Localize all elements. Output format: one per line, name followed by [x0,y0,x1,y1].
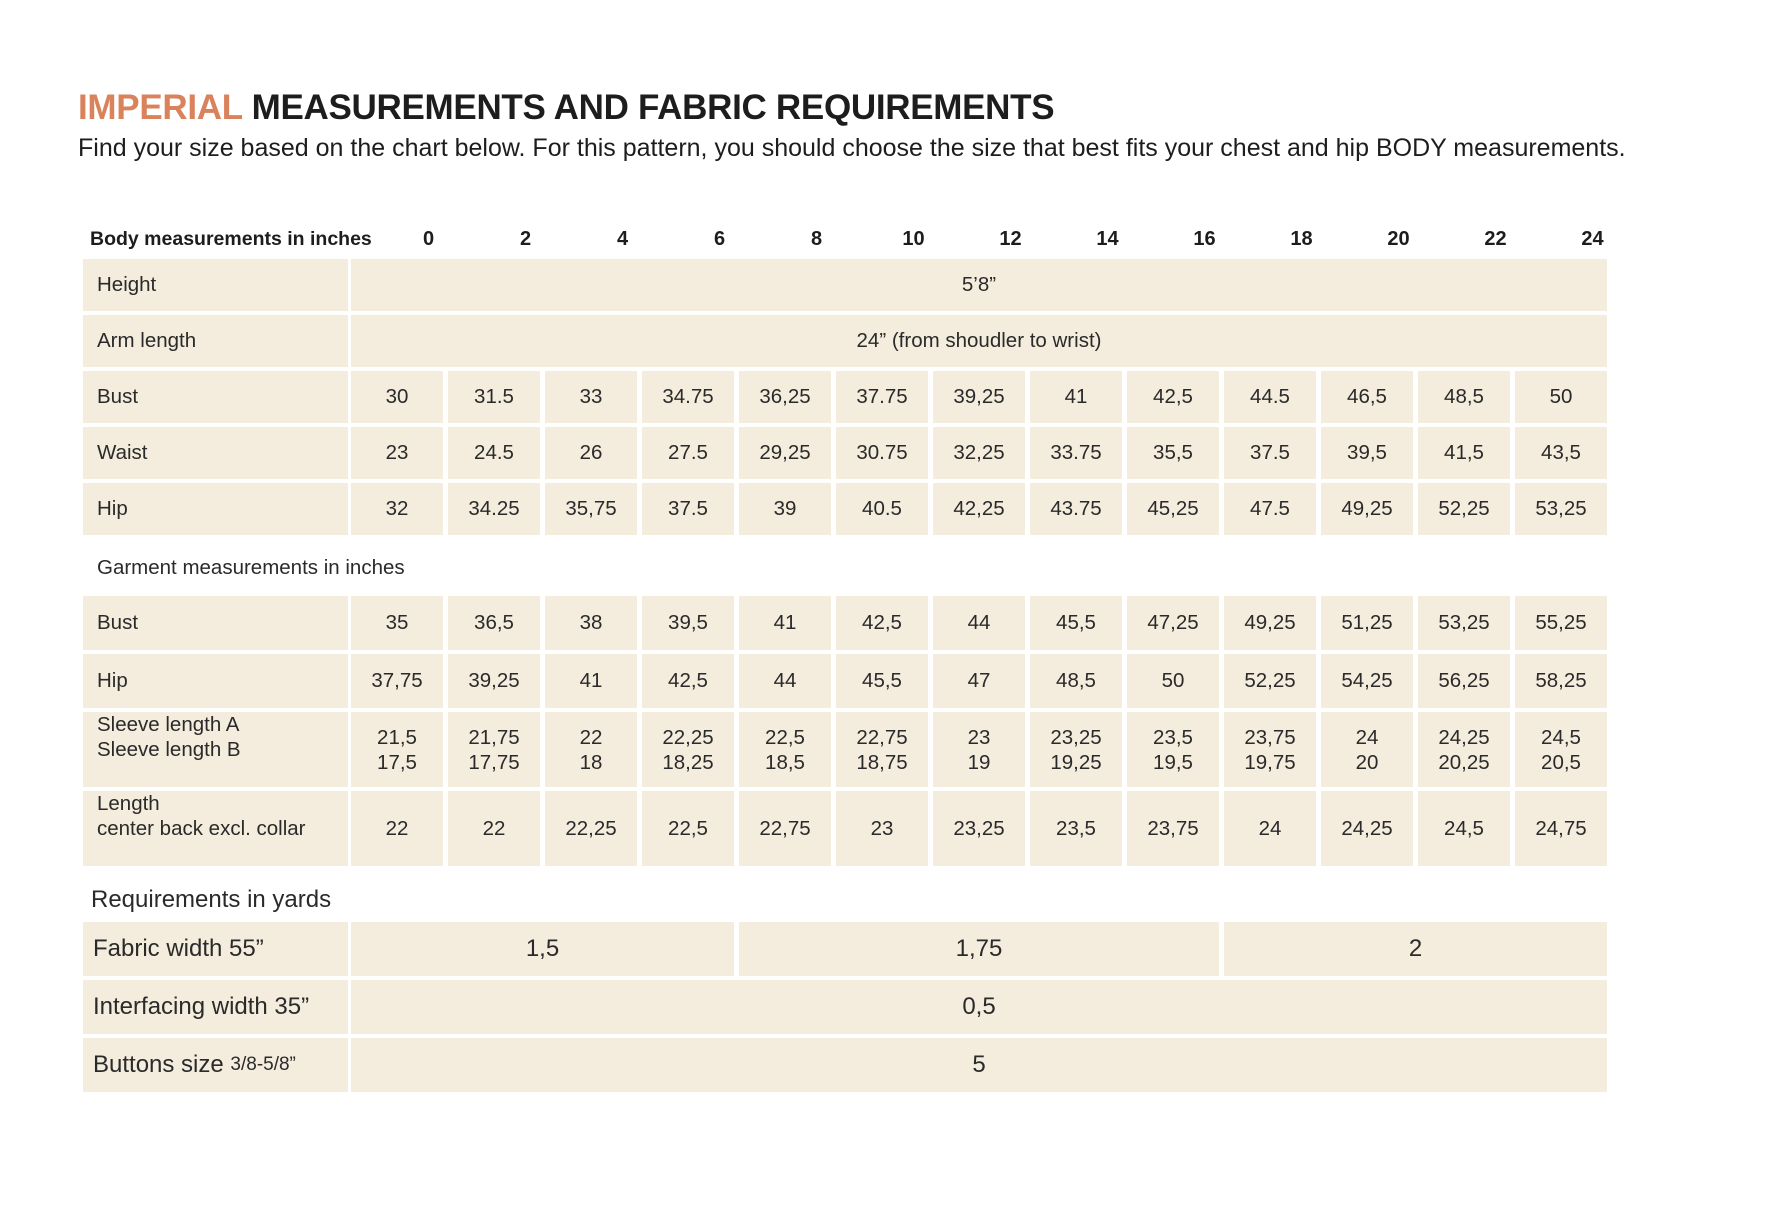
sleeve-a-value: 22,25 [662,725,714,749]
body-waist-0: 23 [351,427,443,479]
length-12: 23,25 [933,791,1025,866]
body-waist-8: 29,25 [739,427,831,479]
row-body-waist [83,427,1708,479]
body-waist-18: 37.5 [1224,427,1316,479]
body-hip-20: 49,25 [1321,483,1413,535]
sleeve-8 [739,712,831,787]
garment-hip-2: 39,25 [448,654,540,708]
sleeve-label [83,712,348,787]
sleeve-label-a: Sleeve length A [97,713,240,736]
size-header-16: 16 [1193,228,1216,250]
row-label: Hip [83,654,348,708]
interfacing-value: 0,5 [351,980,1607,1034]
garment-bust-14: 45,5 [1030,596,1122,650]
fabric-value-1: 1,5 [351,922,734,976]
body-bust-8: 36,25 [739,371,831,423]
garment-hip-16: 50 [1127,654,1219,708]
sleeve-b-value: 18,25 [662,750,714,774]
row-body-bust [83,371,1708,423]
height-value: 5’8” [351,259,1607,311]
row-label: Waist [83,427,348,479]
row-garment-bust [83,596,1708,650]
garment-bust-16: 47,25 [1127,596,1219,650]
size-header-14: 14 [1096,228,1119,250]
body-bust-12: 39,25 [933,371,1025,423]
length-18: 24 [1224,791,1316,866]
sleeve-a-value: 24,25 [1438,725,1490,749]
sleeve-14 [1030,712,1122,787]
size-header-row [78,222,1708,262]
sleeve-a-value: 24 [1355,725,1379,749]
sleeve-6 [642,712,734,787]
sleeve-b-value: 17,75 [468,750,520,774]
sleeve-b-value: 20 [1355,750,1379,774]
row-label: Hip [83,483,348,535]
row-length [83,791,1708,866]
length-label-2: center back excl. collar [97,817,306,840]
garment-hip-6: 42,5 [642,654,734,708]
title-accent: IMPERIAL [78,88,243,127]
garment-hip-18: 52,25 [1224,654,1316,708]
garment-hip-4: 41 [545,654,637,708]
garment-bust-0: 35 [351,596,443,650]
body-hip-24: 53,25 [1515,483,1607,535]
body-waist-12: 32,25 [933,427,1025,479]
size-header-10: 10 [902,228,925,250]
sleeve-22 [1418,712,1510,787]
title-rest: MEASUREMENTS AND FABRIC REQUIREMENTS [242,88,1055,127]
body-waist-10: 30.75 [836,427,928,479]
body-waist-2: 24.5 [448,427,540,479]
fabric-value-3: 2 [1224,922,1607,976]
row-label: Height [83,259,348,311]
sleeve-a-value: 22 [579,725,603,749]
sleeve-2 [448,712,540,787]
garment-section-label: Garment measurements in inches [97,556,405,579]
interfacing-label: Interfacing width 35” [83,980,348,1034]
body-bust-10: 37.75 [836,371,928,423]
size-header-24: 24 [1581,228,1604,250]
body-hip-12: 42,25 [933,483,1025,535]
body-bust-22: 48,5 [1418,371,1510,423]
sleeve-18 [1224,712,1316,787]
garment-hip-12: 47 [933,654,1025,708]
arm-length-value: 24” (from shoudler to wrist) [351,315,1607,367]
size-header-20: 20 [1387,228,1410,250]
length-label [83,791,348,866]
size-header-12: 12 [999,228,1022,250]
length-0: 22 [351,791,443,866]
garment-hip-8: 44 [739,654,831,708]
garment-hip-20: 54,25 [1321,654,1413,708]
length-20: 24,25 [1321,791,1413,866]
body-hip-4: 35,75 [545,483,637,535]
sleeve-4 [545,712,637,787]
sleeve-a-value: 21,75 [468,725,520,749]
sleeve-b-value: 19,25 [1050,750,1102,774]
buttons-value: 5 [351,1038,1607,1092]
garment-bust-10: 42,5 [836,596,928,650]
row-label: Arm length [83,315,348,367]
body-hip-0: 32 [351,483,443,535]
garment-bust-8: 41 [739,596,831,650]
body-hip-2: 34.25 [448,483,540,535]
body-bust-16: 42,5 [1127,371,1219,423]
row-sleeve-length [83,712,1708,787]
size-header-6: 6 [713,228,726,250]
sleeve-24 [1515,712,1607,787]
sleeve-b-value: 19,75 [1244,750,1296,774]
size-header-18: 18 [1290,228,1313,250]
length-6: 22,5 [642,791,734,866]
sleeve-a-value: 21,5 [377,725,417,749]
garment-hip-22: 56,25 [1418,654,1510,708]
length-10: 23 [836,791,928,866]
sleeve-b-value: 20,25 [1438,750,1490,774]
garment-bust-22: 53,25 [1418,596,1510,650]
garment-bust-18: 49,25 [1224,596,1316,650]
body-bust-24: 50 [1515,371,1607,423]
header-label: Body measurements in inches [90,228,372,250]
body-bust-4: 33 [545,371,637,423]
length-24: 24,75 [1515,791,1607,866]
length-8: 22,75 [739,791,831,866]
sleeve-b-value: 19 [967,750,991,774]
body-waist-14: 33.75 [1030,427,1122,479]
body-bust-2: 31.5 [448,371,540,423]
body-bust-0: 30 [351,371,443,423]
row-buttons-size [83,1038,1708,1092]
body-waist-4: 26 [545,427,637,479]
row-label: Bust [83,371,348,423]
garment-bust-2: 36,5 [448,596,540,650]
body-hip-10: 40.5 [836,483,928,535]
body-bust-18: 44.5 [1224,371,1316,423]
size-header-8: 8 [810,228,823,250]
length-4: 22,25 [545,791,637,866]
row-interfacing-width [83,980,1708,1034]
measurement-table [78,0,1708,1214]
size-header-4: 4 [616,228,629,250]
garment-bust-20: 51,25 [1321,596,1413,650]
sleeve-a-value: 22,5 [765,725,805,749]
sleeve-a-value: 23,25 [1050,725,1102,749]
body-hip-8: 39 [739,483,831,535]
sleeve-20 [1321,712,1413,787]
sleeve-a-value: 23,75 [1244,725,1296,749]
garment-hip-14: 48,5 [1030,654,1122,708]
sleeve-a-value: 22,75 [856,725,908,749]
row-fabric-width [83,922,1708,976]
sleeve-16 [1127,712,1219,787]
garment-hip-24: 58,25 [1515,654,1607,708]
size-header-2: 2 [519,228,532,250]
fabric-label: Fabric width 55” [83,922,348,976]
garment-hip-10: 45,5 [836,654,928,708]
sleeve-a-value: 23,5 [1153,725,1193,749]
buttons-label [83,1038,348,1092]
body-hip-6: 37.5 [642,483,734,535]
length-16: 23,75 [1127,791,1219,866]
row-arm-length [83,315,1708,367]
requirements-section-label: Requirements in yards [91,886,332,913]
buttons-label-size: 3/8-5/8” [230,1054,296,1075]
body-bust-20: 46,5 [1321,371,1413,423]
body-waist-6: 27.5 [642,427,734,479]
garment-bust-24: 55,25 [1515,596,1607,650]
body-bust-6: 34.75 [642,371,734,423]
sleeve-b-value: 18 [579,750,603,774]
garment-bust-6: 39,5 [642,596,734,650]
sleeve-b-value: 20,5 [1541,750,1581,774]
sleeve-b-value: 18,75 [856,750,908,774]
garment-bust-4: 38 [545,596,637,650]
garment-bust-12: 44 [933,596,1025,650]
size-header-0: 0 [422,228,435,250]
body-waist-20: 39,5 [1321,427,1413,479]
sleeve-b-value: 18,5 [765,750,805,774]
length-22: 24,5 [1418,791,1510,866]
sleeve-10 [836,712,928,787]
length-label-1: Length [97,792,160,815]
sleeve-label-b: Sleeve length B [97,738,241,761]
sleeve-a-value: 24,5 [1541,725,1581,749]
garment-hip-0: 37,75 [351,654,443,708]
body-hip-14: 43.75 [1030,483,1122,535]
length-2: 22 [448,791,540,866]
row-garment-hip [83,654,1708,708]
body-hip-18: 47.5 [1224,483,1316,535]
sleeve-b-value: 17,5 [377,750,417,774]
fabric-value-2: 1,75 [739,922,1219,976]
body-waist-22: 41,5 [1418,427,1510,479]
sleeve-a-value: 23 [967,725,991,749]
row-height [83,259,1708,311]
body-hip-16: 45,25 [1127,483,1219,535]
size-header-22: 22 [1484,228,1507,250]
buttons-label-main: Buttons size [93,1051,231,1078]
row-body-hip [83,483,1708,535]
sleeve-b-value: 19,5 [1153,750,1193,774]
body-waist-16: 35,5 [1127,427,1219,479]
length-14: 23,5 [1030,791,1122,866]
sleeve-12 [933,712,1025,787]
body-bust-14: 41 [1030,371,1122,423]
page-subtitle: Find your size based on the chart below. For this pattern, you should choose the size that best fits your chest and hip BODY measurements. [78,134,1626,162]
body-hip-22: 52,25 [1418,483,1510,535]
body-waist-24: 43,5 [1515,427,1607,479]
row-label: Bust [83,596,348,650]
sleeve-0 [351,712,443,787]
